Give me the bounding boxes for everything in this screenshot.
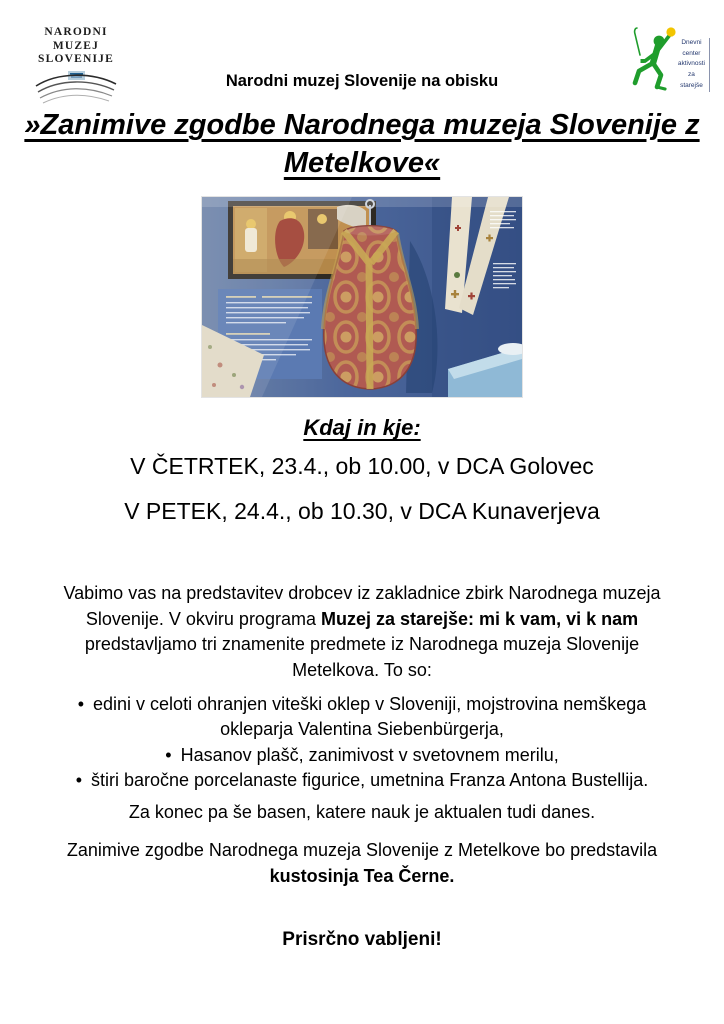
- intro-paragraph: [46, 581, 678, 683]
- list-item-text: Hasanov plašč, zanimivost v svetovnem merilu,: [180, 744, 559, 765]
- nms-arcs-icon: [30, 69, 122, 105]
- list-item-text: štiri baročne porcelanaste figurice, umetnina Franza Antona Bustellija.: [91, 770, 649, 791]
- closing-text-bold: kustosinja Tea Černe.: [269, 865, 455, 886]
- when-where-heading: Kdaj in kje:: [303, 415, 421, 441]
- bullet-icon: •: [165, 744, 172, 765]
- event-title: »Zanimive zgodbe Narodnega muzeja Slovenije z Metelkove«: [24, 109, 700, 179]
- event-kicker: Narodni muzej Slovenije na obisku: [225, 72, 499, 90]
- dca-logo: [628, 24, 710, 92]
- exhibit-photo-graphic: [202, 197, 522, 397]
- list-item: [69, 768, 655, 794]
- intro-text-bold: Muzej za starejše: mi k vam, vi k nam: [320, 608, 639, 629]
- invitation-line: Prisrčno vabljeni!: [282, 929, 442, 951]
- list-item: [69, 692, 655, 743]
- nms-logo-wordmark: [28, 26, 124, 67]
- bullet-icon: •: [75, 770, 82, 791]
- fable-line: Za konec pa še basen, katere nauk je aktualen tudi danes.: [128, 801, 596, 822]
- intro-text-pre: Vabimo vas na predstavitev drobcev iz zakladnice zbirk Narodnega muzeja Slovenije. V okviru programa: [63, 583, 661, 629]
- nms-logo: [28, 26, 124, 110]
- dca-logo-wordmark: [678, 38, 710, 92]
- dca-figure-icon: [628, 24, 678, 92]
- dca-logo-line: aktivnosti: [677, 60, 705, 68]
- dca-logo-line: center: [682, 49, 701, 57]
- intro-text-post: predstavljamo tri znamenite predmete iz Narodnega muzeja Slovenije Metelkova. To so:: [84, 634, 640, 681]
- dca-logo-line: starejše: [680, 81, 703, 89]
- bullet-icon: •: [77, 693, 85, 714]
- closing-paragraph: [51, 838, 673, 889]
- nms-logo-line: NARODNI: [44, 26, 108, 38]
- closing-text-pre: Zanimive zgodbe Narodnega muzeja Slovenije z Metelkove bo predstavila: [66, 840, 658, 861]
- date-line-friday: V PETEK, 24.4., ob 10.30, v DCA Kunaverjeva: [124, 498, 600, 525]
- nms-logo-line: SLOVENIJE: [38, 53, 114, 66]
- nms-logo-line: MUZEJ: [52, 39, 100, 52]
- exhibit-list: [69, 692, 655, 794]
- list-item: [69, 743, 655, 769]
- list-item-text: edini v celoti ohranjen viteški oklep v Sloveniji, mojstrovina nemškega okleparja Valentina Siebenbürgerja,: [93, 693, 647, 740]
- date-line-thursday: V ČETRTEK, 23.4., ob 10.00, v DCA Golovec: [130, 453, 594, 480]
- exhibit-photo: [201, 196, 523, 398]
- dca-logo-line: za: [688, 71, 695, 79]
- dca-logo-line: Dnevni: [681, 39, 702, 46]
